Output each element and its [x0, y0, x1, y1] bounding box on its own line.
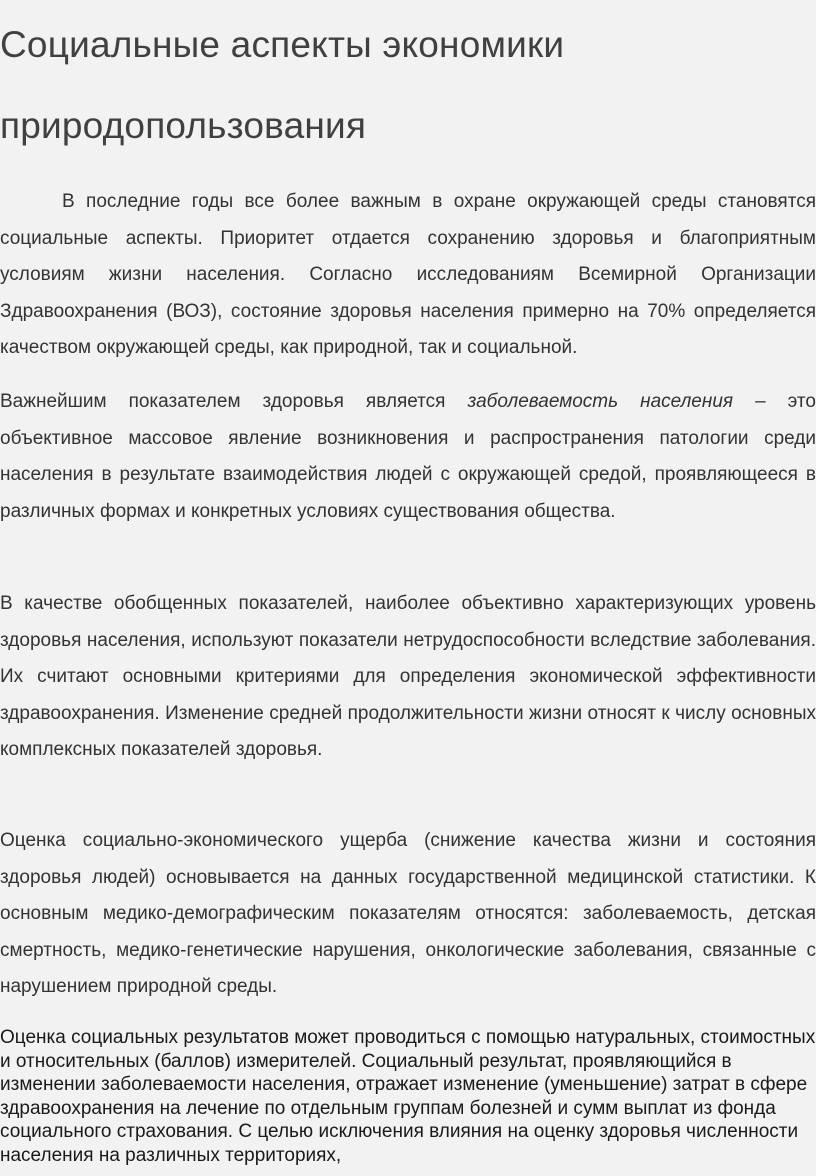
paragraph-health-indicators: В качестве обобщенных показателей, наиболее объективно характеризующих уровень здоровья населения, используют показатели нетрудоспособности вследствие заболевания. Их считают основными критериями для определения экономической эффективности здравоохранения. Изменение средней продолжительности жизни относят к числу основных комплексных показателей здоровья. — [0, 593, 816, 760]
paragraph-social-results: Оценка социальных результатов может проводиться с помощью натуральных, стоимостных и относительных (баллов) измерителей. Социальный результат, проявляющийся в изменении заболеваемости населения, отражает изменение (уменьшение) затрат в сфере здравоохранения на лечение по отдельным группам болезней и сумм выплат из фонда социального страхования. С целью исключения влияния на оценку здоровья численности населения на различных территориях, — [0, 1027, 816, 1166]
title-line-1: Социальные аспекты экономики — [0, 24, 565, 65]
paragraph-intro: В последние годы все более важным в охране окружающей среды становятся социальные аспекты. Приоритет отдается сохранению здоровья и благоприятным условиям жизни населения. Согласно исследованиям Всемирной Организации Здравоохранения (ВОЗ), состояние здоровья населения примерно на 70% определяется качеством окружающей среды, как природной, так и социальной. — [0, 191, 816, 358]
page-title — [0, 4, 816, 166]
emphasized-term: заболеваемость населения — [467, 391, 734, 412]
paragraph-morbidity — [0, 384, 816, 530]
paragraph-morbidity-text-start: Важнейшим показателем здоровья является — [0, 391, 468, 412]
paragraph-morbidity-text-end: – это объективное массовое явление возникновения и распространения патологии среди населения в результате взаимодействия людей с окружающей средой, проявляющееся в различных формах и конкретных условиях существования общества. — [0, 391, 816, 522]
paragraph-socioeconomic-damage: Оценка социально-экономического ущерба (снижение качества жизни и состояния здоровья людей) основывается на данных государственной медицинской статистики. К основным медико-демографическим показателям относятся: заболеваемость, детская смертность, медико-генетические нарушения, онкологические заболевания, связанные с нарушением природной среды. — [0, 830, 816, 997]
title-line-2: природопользования — [0, 105, 367, 146]
